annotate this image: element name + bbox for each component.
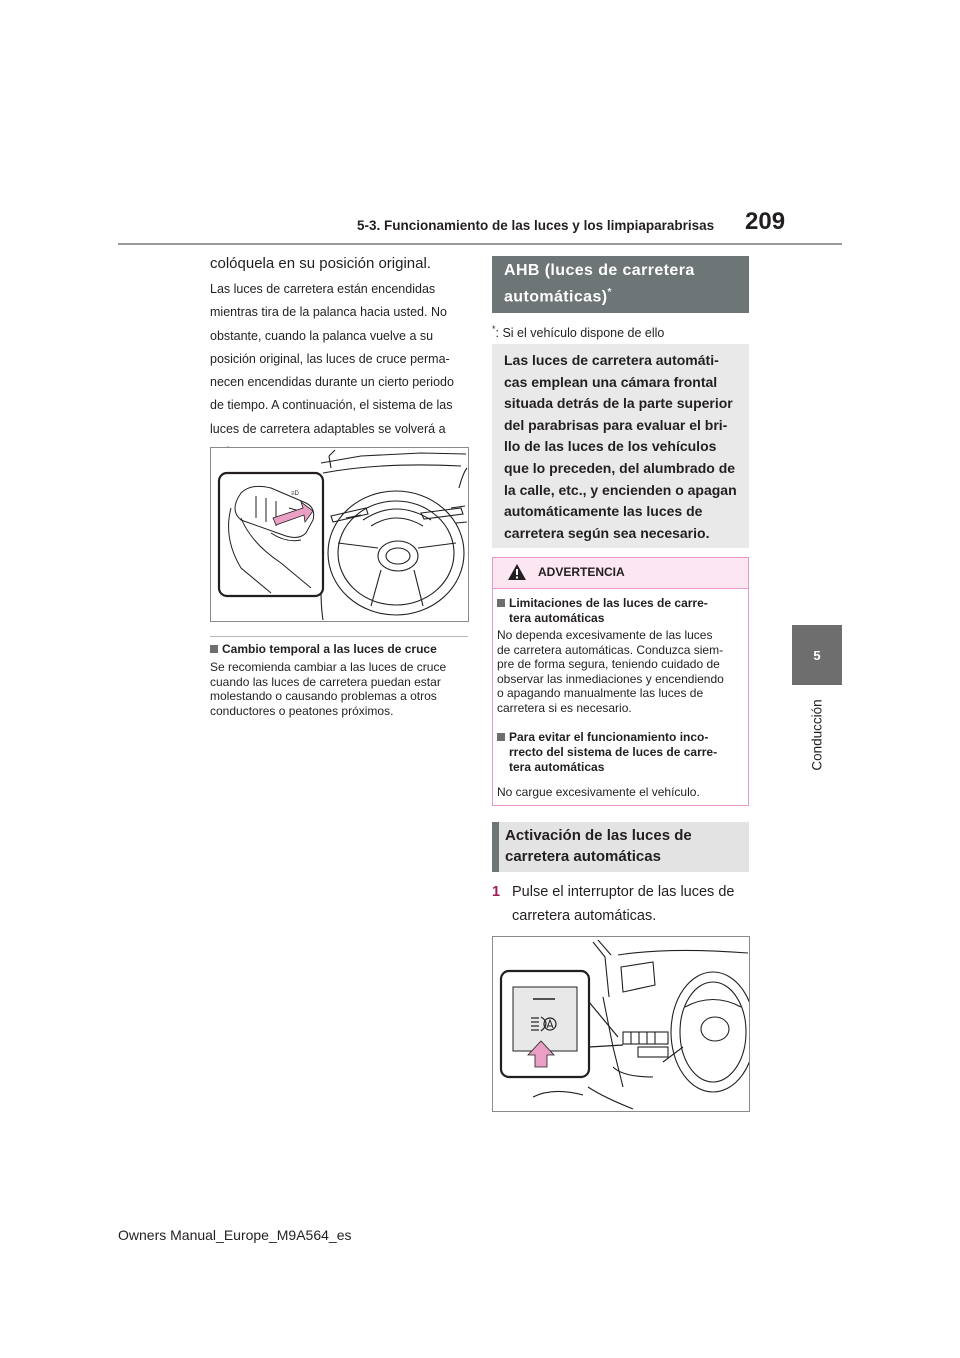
lever-paragraph bbox=[210, 278, 468, 464]
warning-text-2: No cargue excesivamente el vehículo. bbox=[497, 785, 700, 799]
warning-text-line: carretera si es necesario. bbox=[497, 700, 632, 715]
footnote bbox=[492, 324, 750, 340]
lever-paragraph-line: obstante, cuando la palanca vuelve a su bbox=[210, 328, 434, 343]
warning-heading-2-line: Para evitar el funcionamiento inco- bbox=[509, 730, 709, 744]
low-beam-subheading: Cambio temporal a las luces de cruce bbox=[210, 642, 480, 657]
warning-text-1 bbox=[497, 628, 747, 715]
step-text-line: Pulse el interruptor de las luces de bbox=[512, 884, 735, 900]
warning-text-line: observar las inmediaciones y encendiendo bbox=[497, 671, 724, 686]
warning-heading-2 bbox=[497, 730, 749, 775]
warning-triangle-icon bbox=[507, 563, 527, 581]
header-rule bbox=[118, 243, 842, 245]
chapter-tab: 5 bbox=[792, 625, 842, 685]
summary-line: Las luces de carretera automáti- bbox=[504, 352, 719, 368]
summary-line: carretera según sea necesario. bbox=[504, 524, 710, 541]
warning-text-line: No dependa excesivamente de las luces bbox=[497, 628, 713, 642]
section-title: 5-3. Funcionamiento de las luces y los limpiaparabrisas bbox=[357, 218, 715, 233]
lever-paragraph-line: necen encendidas durante un cierto periodo bbox=[210, 375, 454, 390]
footnote-asterisk: * bbox=[492, 324, 496, 334]
activation-heading-line: Activación de las luces de bbox=[505, 827, 692, 844]
ahb-heading-line2 bbox=[504, 282, 749, 308]
lever-paragraph-line: luces de carretera adaptables se volverá a bbox=[210, 421, 446, 436]
lever-hand-illustration bbox=[211, 448, 468, 621]
summary-line: llo de las luces de los vehículos bbox=[504, 438, 717, 455]
warning-text-line: o apagando manualmente las luces de bbox=[497, 686, 704, 700]
page-number: 209 bbox=[745, 208, 786, 235]
low-beam-line: cuando las luces de carretera puedan estar bbox=[210, 674, 441, 689]
footnote-text: : Si el vehículo dispone de ello bbox=[495, 326, 665, 341]
ahb-heading-line: AHB (luces de carretera bbox=[504, 262, 695, 279]
activation-heading bbox=[492, 822, 749, 872]
ahb-switch-figure bbox=[492, 936, 750, 1112]
lever-paragraph-line: posición original, las luces de cruce perma- bbox=[210, 351, 450, 366]
lever-hand-figure bbox=[210, 447, 469, 622]
step-text bbox=[512, 880, 752, 928]
svg-text:≡D: ≡D bbox=[291, 491, 299, 497]
ahb-asterisk: * bbox=[607, 287, 612, 298]
section-divider bbox=[210, 636, 468, 637]
lever-paragraph-line: mientras tira de la palanca hacia usted. No bbox=[210, 305, 447, 320]
low-beam-line: conductores o peatones próximos. bbox=[210, 703, 394, 718]
summary-line: cas emplean una cámara frontal bbox=[504, 373, 718, 390]
step-text-line: carretera automáticas. bbox=[512, 908, 657, 924]
chapter-label bbox=[772, 690, 862, 780]
activation-heading-line: carretera automáticas bbox=[505, 848, 661, 865]
warning-box bbox=[492, 557, 749, 806]
warning-text-line: de carretera automáticas. Conduzca siem- bbox=[497, 642, 724, 657]
low-beam-line: Se recomienda cambiar a las luces de cruce bbox=[210, 660, 447, 674]
ahb-switch-illustration bbox=[493, 937, 749, 1111]
summary-line: que lo preceden, del alumbrado de bbox=[504, 459, 736, 476]
low-beam-paragraph bbox=[210, 660, 472, 718]
ahb-summary-box bbox=[492, 344, 749, 548]
warning-title: ADVERTENCIA bbox=[538, 565, 625, 579]
warning-heading-1-line: Limitaciones de las luces de carre- bbox=[509, 596, 708, 610]
warning-heading-1-line: tera automáticas bbox=[509, 611, 605, 625]
chapter-label-text: Conducción bbox=[809, 699, 825, 771]
step-number: 1 bbox=[492, 884, 501, 900]
footer-text: Owners Manual_Europe_M9A564_es bbox=[118, 1227, 352, 1243]
summary-line: automáticamente las luces de bbox=[504, 503, 703, 520]
lever-paragraph-line: Las luces de carretera están encendidas bbox=[210, 282, 436, 296]
summary-line: la calle, etc., y encienden o apagan bbox=[504, 481, 737, 498]
warning-text-line: pre de forma segura, teniendo cuidado de bbox=[497, 657, 720, 671]
warning-heading-2-line: tera automáticas bbox=[509, 760, 605, 774]
warning-heading-1 bbox=[497, 596, 749, 626]
ahb-heading-text: automáticas) bbox=[504, 288, 608, 306]
lever-paragraph-line: de tiempo. A continuación, el sistema de las bbox=[210, 398, 453, 413]
intro-line: colóquela en su posición original. bbox=[210, 255, 431, 272]
summary-line: situada detrás de la parte superior bbox=[504, 395, 733, 412]
low-beam-line: molestando o causando problemas a otros bbox=[210, 689, 437, 703]
summary-line: del parabrisas para evaluar el bri- bbox=[504, 416, 728, 433]
warning-heading-2-line: rrecto del sistema de luces de carre- bbox=[509, 745, 718, 759]
warning-header bbox=[493, 558, 748, 589]
ahb-heading bbox=[492, 256, 749, 313]
